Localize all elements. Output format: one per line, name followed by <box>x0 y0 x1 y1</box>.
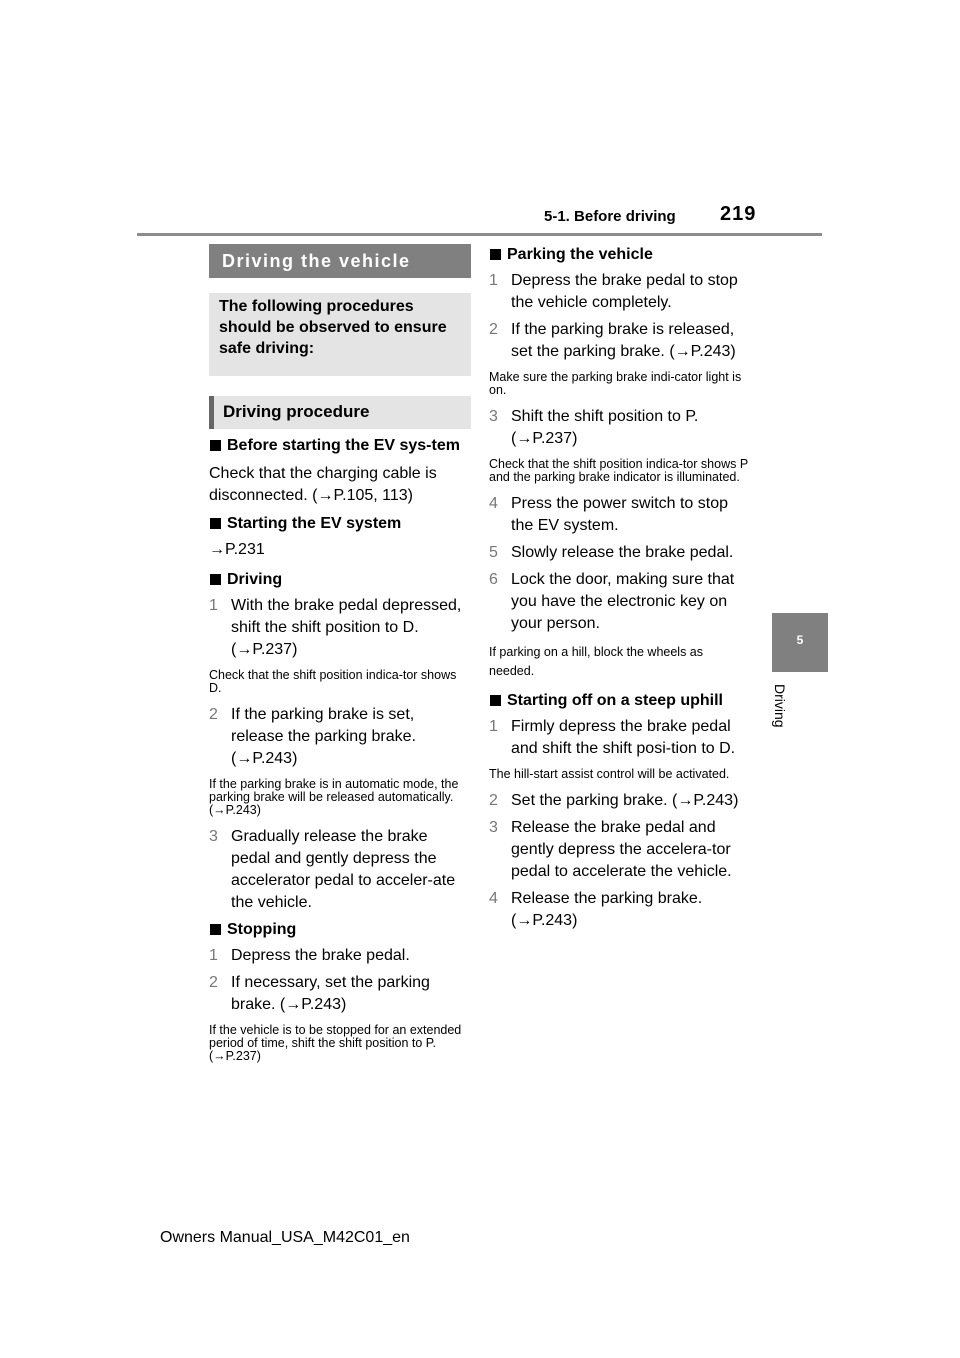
step-number: 1 <box>209 947 218 964</box>
step-text: Depress the brake pedal. <box>231 947 410 964</box>
step-number: 4 <box>489 495 498 512</box>
step-note: If the parking brake is in automatic mode, the parking brake will be released automatically. (→P.243) <box>209 777 459 817</box>
step-text: Press the power switch to stop the EV system. <box>511 495 728 534</box>
step-item <box>489 542 751 564</box>
step-number: 1 <box>489 272 498 289</box>
step-item <box>489 569 751 635</box>
footer-manual-id: Owners Manual_USA_M42C01_en <box>160 1229 410 1246</box>
step-item <box>209 972 471 1016</box>
step-note: Check that the shift position indica-tor shows P and the parking brake indicator is illuminated. <box>489 457 748 484</box>
step-number: 3 <box>209 828 218 845</box>
intro-note: The following procedures should be observed to ensure safe driving: <box>209 293 471 376</box>
chapter-tab-number: 5 <box>796 633 804 647</box>
step-item <box>489 716 751 760</box>
step-number: 2 <box>209 706 218 723</box>
step-text: Release the brake pedal and gently depress the accelera-tor pedal to accelerate the vehicle. <box>511 819 732 880</box>
section-title: 5-1. Before driving <box>544 208 676 225</box>
page-number: 219 <box>720 203 757 225</box>
step-item <box>489 270 751 314</box>
step-item <box>489 817 751 883</box>
step-number: 5 <box>489 544 498 561</box>
step-item <box>489 406 751 450</box>
step-item <box>209 704 471 770</box>
step-note: If parking on a hill, block the wheels as needed. <box>489 645 704 678</box>
step-text: Set the parking brake. (→P.243) <box>511 792 739 809</box>
step-number: 1 <box>209 597 218 614</box>
step-text: If the parking brake is released, set the parking brake. (→P.243) <box>511 321 736 360</box>
heading-before-start: Before starting the EV sys-tem <box>209 435 471 457</box>
step-number: 4 <box>489 890 498 907</box>
heading-driving: Driving <box>209 569 471 591</box>
step-text: With the brake pedal depressed, shift the shift position to D. (→P.237) <box>231 597 462 658</box>
step-item <box>489 319 751 363</box>
section-heading: Driving the vehicle <box>209 244 471 278</box>
step-text: Lock the door, making sure that you have the electronic key on your person. <box>511 571 735 632</box>
heading-uphill: Starting off on a steep uphill <box>489 690 751 712</box>
page-reference: →P.231 <box>209 541 265 558</box>
step-note: The hill-start assist control will be activated. <box>489 767 730 781</box>
step-text: Firmly depress the brake pedal and shift the shift posi-tion to D. <box>511 718 736 757</box>
heading-parking: Parking the vehicle <box>489 244 751 266</box>
left-column <box>209 244 471 1072</box>
chapter-tab-label: Driving <box>772 684 788 728</box>
right-column <box>489 244 751 937</box>
step-item <box>209 945 471 967</box>
step-item <box>209 826 471 914</box>
step-text: Depress the brake pedal to stop the vehicle completely. <box>511 272 738 311</box>
step-text: Slowly release the brake pedal. <box>511 544 734 561</box>
step-number: 3 <box>489 408 498 425</box>
header-rule <box>137 233 822 236</box>
step-text: If necessary, set the parking brake. (→P.243) <box>231 974 430 1013</box>
step-number: 3 <box>489 819 498 836</box>
paragraph: Check that the charging cable is disconnected. (→P.105, 113) <box>209 465 437 504</box>
step-item <box>489 888 751 932</box>
heading-stopping: Stopping <box>209 919 471 941</box>
step-number: 6 <box>489 571 498 588</box>
step-text: Release the parking brake. (→P.243) <box>511 890 703 929</box>
step-number: 2 <box>489 792 498 809</box>
step-number: 1 <box>489 718 498 735</box>
subsection-heading: Driving procedure <box>209 396 471 429</box>
step-number: 2 <box>209 974 218 991</box>
step-note: Make sure the parking brake indi-cator light is on. <box>489 370 742 397</box>
heading-starting: Starting the EV system <box>209 513 471 535</box>
step-text: Gradually release the brake pedal and gently depress the accelerator pedal to acceler-ate the vehicle. <box>231 828 456 911</box>
step-text: Shift the shift position to P. (→P.237) <box>511 408 699 447</box>
step-item <box>489 493 751 537</box>
step-item <box>489 790 751 812</box>
step-number: 2 <box>489 321 498 338</box>
step-note: If the vehicle is to be stopped for an extended period of time, shift the shift position to P. (→P.237) <box>209 1023 462 1063</box>
step-item <box>209 595 471 661</box>
step-note: Check that the shift position indica-tor shows D. <box>209 668 457 695</box>
step-text: If the parking brake is set, release the parking brake. (→P.243) <box>231 706 416 767</box>
